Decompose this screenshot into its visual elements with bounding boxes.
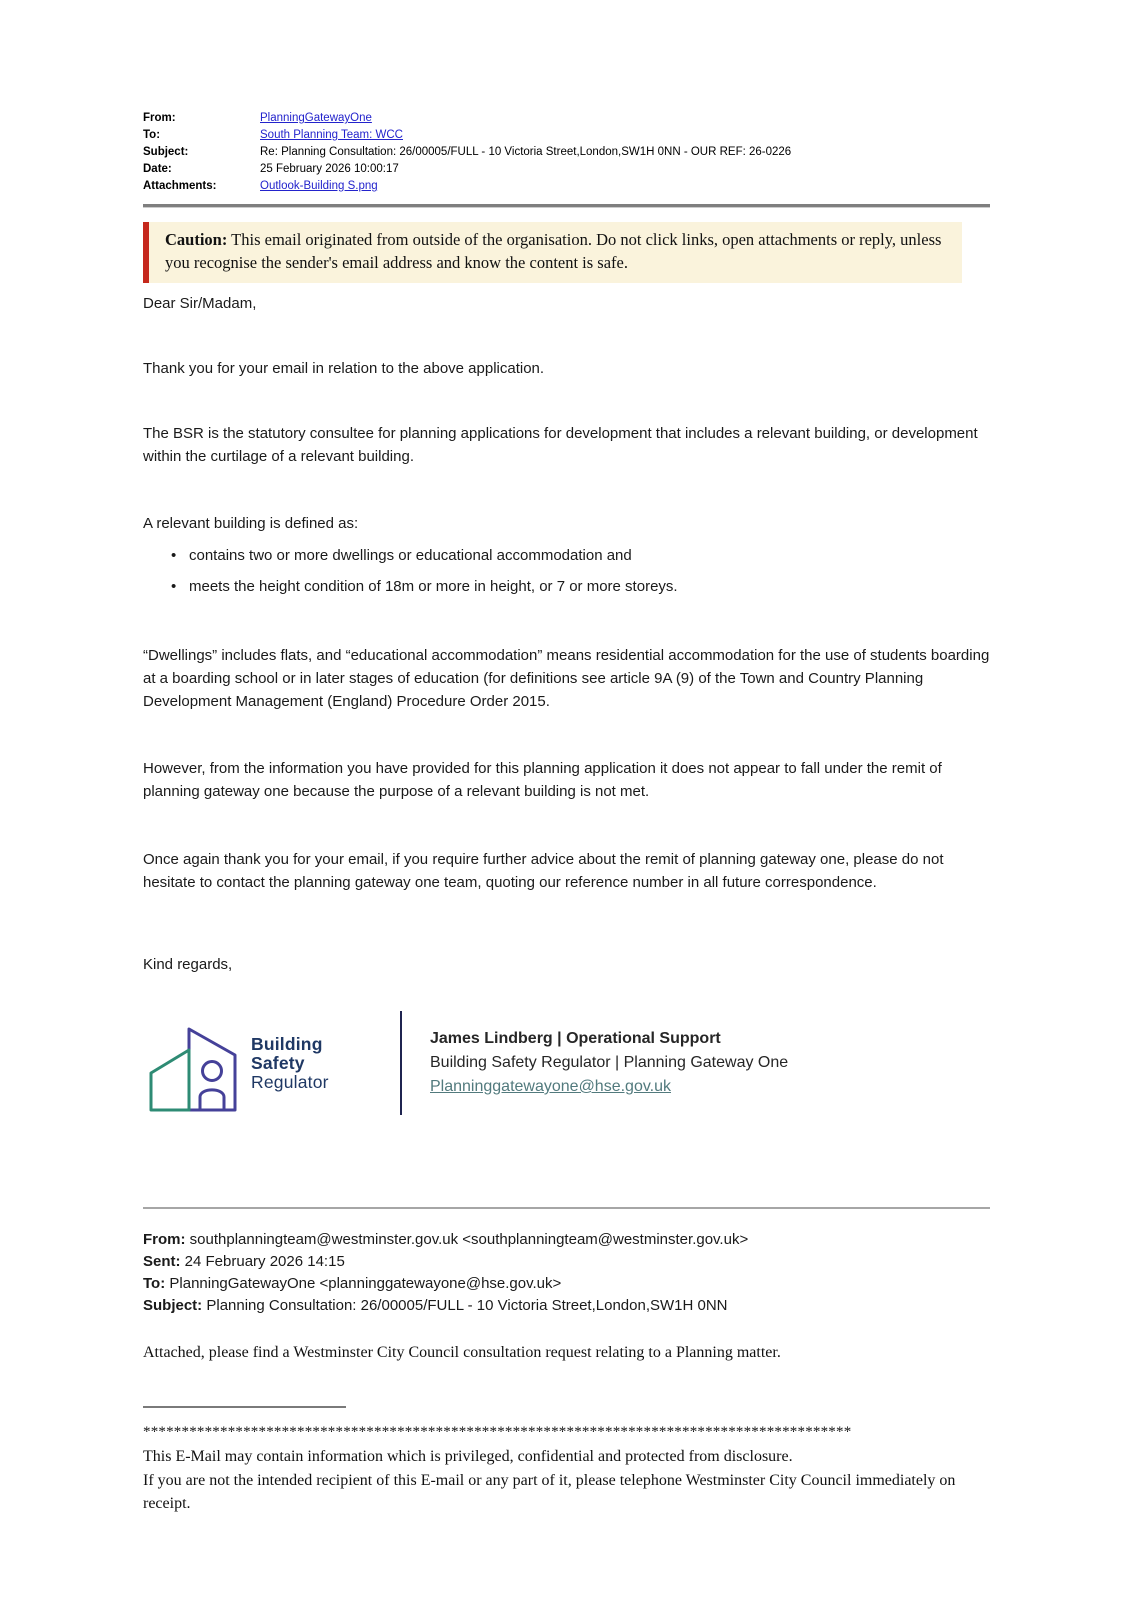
date-value: 25 February 2026 10:00:17 <box>260 163 399 175</box>
signoff: Kind regards, <box>143 956 233 973</box>
subject-value: Re: Planning Consultation: 26/00005/FULL - 10 Victoria Street,London,SW1H 0NN - OUR REF: 26-0226 <box>260 146 792 158</box>
quoted-message-header <box>143 1229 990 1317</box>
header-divider <box>143 204 990 208</box>
subject-label: Subject: <box>143 146 189 158</box>
disclaimer-asterisk-line: ******************************************************************************************** <box>143 1424 852 1440</box>
quoted-to-value: PlanningGatewayOne <planninggatewayone@hse.gov.uk> <box>165 1275 562 1292</box>
attachment-link[interactable]: Outlook-Building S.png <box>260 180 378 192</box>
quoted-message-divider <box>143 1207 990 1209</box>
list-item: • contains two or more dwellings or educational accommodation and <box>143 544 990 567</box>
from-link[interactable]: PlanningGatewayOne <box>260 112 372 124</box>
logo-word-building: Building <box>251 1033 323 1054</box>
quoted-row-subject <box>143 1295 990 1317</box>
bsr-buildings-icon <box>143 1012 243 1114</box>
signature-separator-line <box>143 1406 346 1408</box>
quoted-subject-value: Planning Consultation: 26/00005/FULL - 10 Victoria Street,London,SW1H 0NN <box>202 1297 728 1314</box>
paragraph-bsr-consultee: The BSR is the statutory consultee for planning applications for development that includes a relevant building, or development within the curtilage of a relevant building. <box>143 425 978 465</box>
from-label: From: <box>143 112 176 124</box>
signature-vertical-divider <box>400 1011 402 1115</box>
email-header <box>143 110 990 195</box>
to-label: To: <box>143 129 161 141</box>
list-item: • meets the height condition of 18m or more in height, or 7 or more storeys. <box>143 575 990 598</box>
header-row-from <box>143 110 990 127</box>
attached-note: Attached, please find a Westminster City Council consultation request relating to a Planning matter. <box>143 1344 781 1361</box>
building-safety-regulator-logo <box>143 1012 360 1114</box>
date-label: Date: <box>143 163 172 175</box>
paragraph-not-in-remit: However, from the information you have provided for this planning application it does not appear to fall under the remit of planning gateway one because the purpose of a relevant building is not met. <box>143 760 942 800</box>
quoted-sent-value: 24 February 2026 14:15 <box>180 1253 345 1270</box>
disclaimer-line-1: This E-Mail may contain information which is privileged, confidential and protected from disclosure. <box>143 1448 793 1465</box>
header-row-attachments <box>143 178 990 195</box>
caution-text: This email originated from outside of the organisation. Do not click links, open attachments or reply, unless you recognise the sender's email address and know the content is safe. <box>165 230 942 272</box>
quoted-row-to <box>143 1273 990 1295</box>
quoted-subject-label: Subject: <box>143 1297 203 1314</box>
signature-name: James Lindberg | Operational Support <box>430 1030 721 1047</box>
to-link[interactable]: South Planning Team: WCC <box>260 129 403 141</box>
paragraph-definition-intro: A relevant building is defined as: <box>143 515 359 532</box>
disclaimer-line-2: If you are not the intended recipient of this E-mail or any part of it, please telephone Westminster City Council immediately on receipt. <box>143 1471 956 1512</box>
caution-label: Caution: <box>165 230 228 249</box>
logo-word-regulator: Regulator <box>251 1071 329 1092</box>
paragraph-further-advice: Once again thank you for your email, if you require further advice about the remit of planning gateway one, please do not hesitate to contact the planning gateway one team, quoting our reference number in all future correspondence. <box>143 851 944 891</box>
quoted-to-label: To: <box>143 1275 166 1292</box>
quoted-from-label: From: <box>143 1231 186 1248</box>
signature-email-link[interactable]: Planninggatewayone@hse.gov.uk <box>430 1078 671 1095</box>
quoted-from-value: southplanningteam@westminster.gov.uk <southplanningteam@westminster.gov.uk> <box>185 1231 749 1248</box>
signature-details <box>430 1027 788 1099</box>
greeting: Dear Sir/Madam, <box>143 295 257 312</box>
relevant-building-criteria-list <box>143 544 990 598</box>
paragraph-thanks: Thank you for your email in relation to the above application. <box>143 360 545 377</box>
header-row-subject <box>143 144 990 161</box>
caution-banner <box>143 222 962 283</box>
bsr-logo-wordmark <box>251 1035 329 1092</box>
attachments-label: Attachments: <box>143 180 217 192</box>
quoted-row-from <box>143 1229 990 1251</box>
quoted-row-sent <box>143 1251 990 1273</box>
paragraph-dwellings-definition: “Dwellings” includes flats, and “educational accommodation” means residential accommodation for the use of students boarding at a boarding school or in later stages of education (for definitions see article 9A (9) of the Town and Country Planning Development Management (England) Procedure Order 2015. <box>143 647 990 710</box>
quoted-sent-label: Sent: <box>143 1253 181 1270</box>
header-row-to <box>143 127 990 144</box>
signature-org: Building Safety Regulator | Planning Gateway One <box>430 1054 789 1071</box>
logo-word-safety: Safety <box>251 1052 305 1073</box>
header-row-date <box>143 161 990 178</box>
signature-block <box>143 1011 990 1115</box>
